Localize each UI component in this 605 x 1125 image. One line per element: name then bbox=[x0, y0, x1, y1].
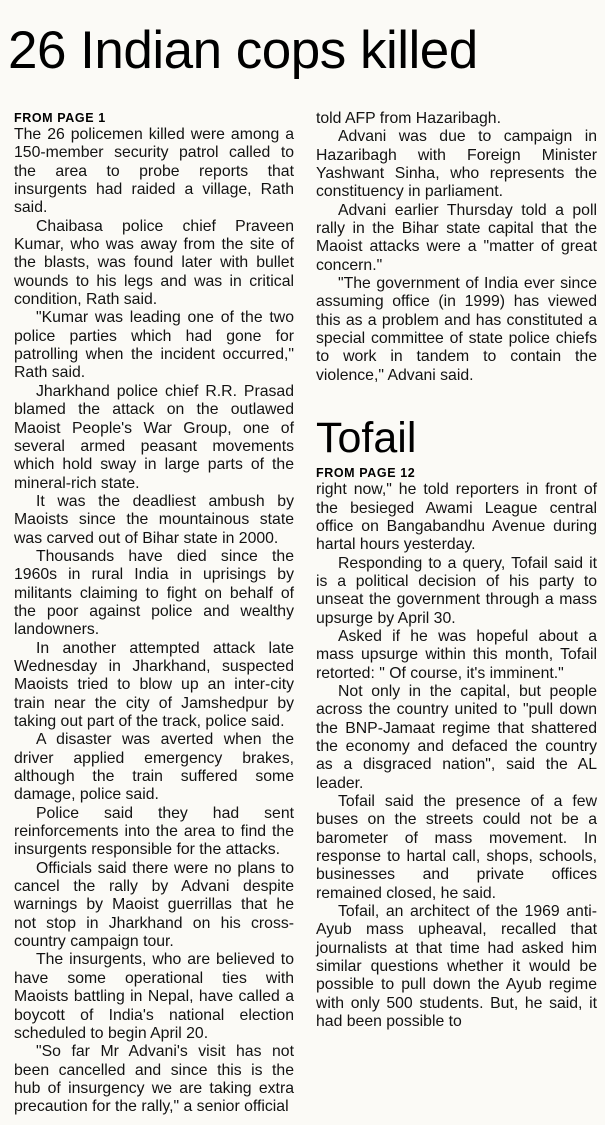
continued-paragraph: told AFP from Hazaribagh. bbox=[316, 110, 501, 127]
article-paragraph: Asked if he was hopeful about a mass upsurge within this month, Tofail retorted: " Of course, it's imminent." bbox=[316, 627, 597, 682]
tofail-from-page-kicker: FROM PAGE 12 bbox=[316, 466, 416, 481]
article-paragraph: Officials said there were no plans to cancel the rally by Advani despite warnings by Maoist guerrillas that he not stop in Jharkhand on his cross-country campaign tour. bbox=[14, 859, 294, 951]
page-headline: 26 Indian cops killed bbox=[8, 21, 478, 80]
article-paragraph: Police said they had sent reinforcements into the area to find the insurgents responsible for the attacks. bbox=[14, 804, 294, 859]
article-paragraph: Tofail, an architect of the 1969 anti-Ayub mass upheaval, recalled that journalists at that time had asked him similar questions whether it would be possible to pull down the Ayub regime with only 500 students. But, he said, it had been possible to bbox=[316, 903, 597, 1031]
article-paragraph: It was the deadliest ambush by Maoists since the mountainous state was carved out of Bihar state in 2000. bbox=[14, 492, 294, 547]
article-paragraph: Advani earlier Thursday told a poll rally in the Bihar state capital that the Maoist attacks were a "matter of great concern." bbox=[316, 201, 597, 274]
article-paragraph: Responding to a query, Tofail said it is a political decision of his party to unseat the government through a mass upsurge by April 30. bbox=[316, 554, 597, 627]
article-paragraph: Tofail said the presence of a few buses on the streets could not be a barometer of mass movement. In response to hartal call, shops, schools, businesses and private offices remained closed, he said. bbox=[316, 793, 597, 902]
article-paragraph: Thousands have died since the 1960s in rural India in uprisings by militants claiming to fight on behalf of the poor against police and wealthy landowners. bbox=[14, 547, 294, 639]
article-paragraph: Chaibasa police chief Praveen Kumar, who was away from the site of the blasts, was found later with bullet wounds to his legs and was in critical condition, Rath said. bbox=[14, 217, 294, 309]
article-paragraph: The 26 policemen killed were among a 150-member security patrol called to the area to probe reports that insurgents had raided a village, Rath said. bbox=[14, 126, 294, 217]
continued-paragraph: right now," he told reporters in front of the besieged Awami League central office on Bangabandhu Avenue during hartal hours yesterday. bbox=[316, 481, 597, 554]
article-paragraph: "Kumar was leading one of the two police parties which had gone for patrolling when the incident occurred," Rath said. bbox=[14, 309, 294, 382]
article-paragraph: A disaster was averted when the driver applied emergency brakes, although the train suffered some damage, police said. bbox=[14, 731, 294, 804]
article-paragraph: "The government of India ever since assuming office (in 1999) has viewed this as a problem and has constituted a special committee of state police chiefs to work in tandem to contain the violence," Advani said. bbox=[316, 275, 597, 384]
right-column bbox=[316, 110, 597, 1031]
tofail-headline: Tofail bbox=[316, 414, 417, 463]
article-paragraph: Jharkhand police chief R.R. Prasad blamed the attack on the outlawed Maoist People's War Group, one of several armed peasant movements which hold sway in large parts of the mineral-rich state. bbox=[14, 382, 294, 492]
article-paragraph: "So far Mr Advani's visit has not been cancelled and since this is the hub of insurgency we are taking extra precaution for the rally," a senior official bbox=[14, 1043, 294, 1116]
from-page-kicker: FROM PAGE 1 bbox=[14, 111, 106, 125]
article-paragraph: Advani was due to campaign in Hazaribagh with Foreign Minister Yashwant Sinha, who represents the constituency in parliament. bbox=[316, 128, 597, 201]
article-paragraph: In another attempted attack late Wednesday in Jharkhand, suspected Maoists tried to blow up an inter-city train near the city of Jamshedpur by taking out part of the track, police said. bbox=[14, 639, 294, 730]
article-paragraph: The insurgents, who are believed to have some operational ties with Maoists battling in Nepal, have called a boycott of India's national election scheduled to begin April 20. bbox=[14, 951, 294, 1042]
left-column bbox=[14, 110, 294, 1117]
article-paragraph: Not only in the capital, but people across the country united to "pull down the BNP-Jamaat regime that shattered the economy and defaced the country as a disgraced nation", said the AL leader. bbox=[316, 682, 597, 792]
